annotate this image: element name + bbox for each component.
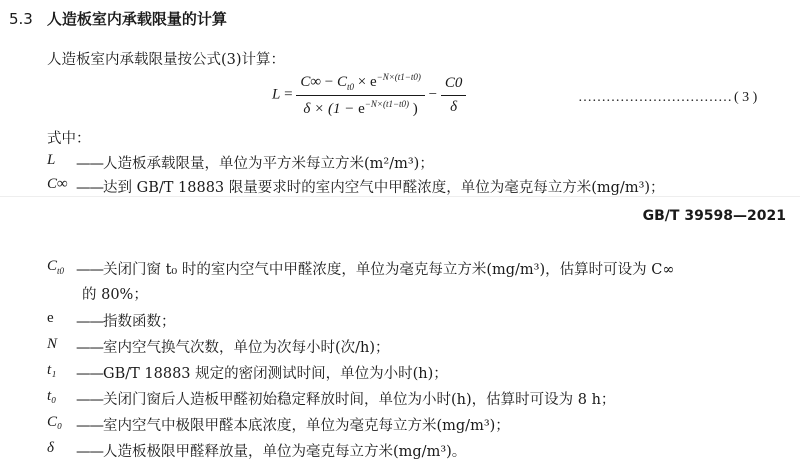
section-title: 人造板室内承载限量的计算 <box>46 10 227 28</box>
def-symbol: δ <box>47 440 54 456</box>
def-dash: —— <box>76 180 103 196</box>
def-symbol-sub: t0 <box>57 266 65 276</box>
frac2-denominator: δ <box>450 98 458 115</box>
def-symbol: N <box>47 336 58 352</box>
num-exp-base: e <box>369 74 377 90</box>
definition-c-t0-continued: 的 80%； <box>82 287 148 303</box>
num-c-infinity: C∞ <box>300 74 322 90</box>
def-dash: —— <box>76 366 103 382</box>
formula-number: ( 3 ) <box>734 90 758 105</box>
formula-main-fraction <box>296 72 425 118</box>
def-dash: —— <box>76 340 103 356</box>
num-c-t0-sub: t0 <box>347 82 355 92</box>
num-exponent: −N×(t1−t0) <box>376 72 421 82</box>
def-dash: —— <box>76 314 103 330</box>
formula-numerator <box>296 72 425 96</box>
page-divider <box>0 196 800 197</box>
formula-denominator <box>296 96 425 118</box>
where-label: 式中： <box>47 131 91 147</box>
def-symbol: C₀ <box>47 414 63 430</box>
den-exp-base: e <box>358 101 365 117</box>
den-close-paren: ) <box>412 101 418 117</box>
def-symbol: L <box>47 152 56 168</box>
den-exponent: −N×(t1−t0) <box>364 99 410 109</box>
standard-number: GB/T 39598—2021 <box>642 208 786 224</box>
def-symbol: e <box>47 310 54 326</box>
section-number: 5.3 <box>9 10 33 28</box>
intro-text: 人造板室内承载限量按公式(3)计算： <box>47 52 286 68</box>
def-dash: —— <box>76 156 103 172</box>
def-text: 指数函数； <box>103 314 176 330</box>
def-text: 人造板承载限量，单位为平方米每立方米(m²/m³)； <box>103 156 434 172</box>
def-symbol: t₀ <box>47 388 57 404</box>
num-times: × <box>357 74 367 90</box>
formula-eq: = <box>284 86 293 103</box>
def-symbol: C <box>47 258 58 274</box>
def-symbol: t₁ <box>47 362 57 378</box>
def-symbol: C∞ <box>47 176 68 192</box>
def-dash: —— <box>76 444 103 460</box>
formula-lhs: L <box>272 86 281 103</box>
def-text: 关闭门窗 t₀ 时的室内空气中甲醛浓度，单位为毫克每立方米(mg/m³)，估算时可设为 C∞ <box>103 262 675 278</box>
def-text: 室内空气换气次数，单位为次每小时(次/h)； <box>103 340 390 356</box>
def-text: 关闭门窗后人造板甲醛初始稳定释放时间，单位为小时(h)，估算时可设为 8 h； <box>103 392 616 408</box>
formula-leader-dots: …………………………… <box>578 90 732 105</box>
num-minus: − <box>324 74 334 90</box>
def-text: 人造板极限甲醛释放量，单位为毫克每立方米(mg/m³)。 <box>103 444 467 460</box>
frac2-numerator: C0 <box>441 75 467 96</box>
def-text: GB/T 18883 规定的密闭测试时间，单位为小时(h)； <box>103 366 448 382</box>
formula-3 <box>272 72 466 118</box>
formula-minus: − <box>428 86 438 103</box>
num-c-t0: C <box>336 74 347 90</box>
def-text: 达到 GB/T 18883 限量要求时的室内空气中甲醛浓度，单位为毫克每立方米(mg/m³)； <box>103 180 665 196</box>
den-delta-term: δ × (1 − <box>303 101 359 117</box>
def-text: 室内空气中极限甲醛本底浓度，单位为毫克每立方米(mg/m³)； <box>103 418 510 434</box>
formula-second-fraction <box>441 75 467 116</box>
def-dash: —— <box>76 262 103 278</box>
section-heading <box>9 8 227 29</box>
def-dash: —— <box>76 418 103 434</box>
def-dash: —— <box>76 392 103 408</box>
